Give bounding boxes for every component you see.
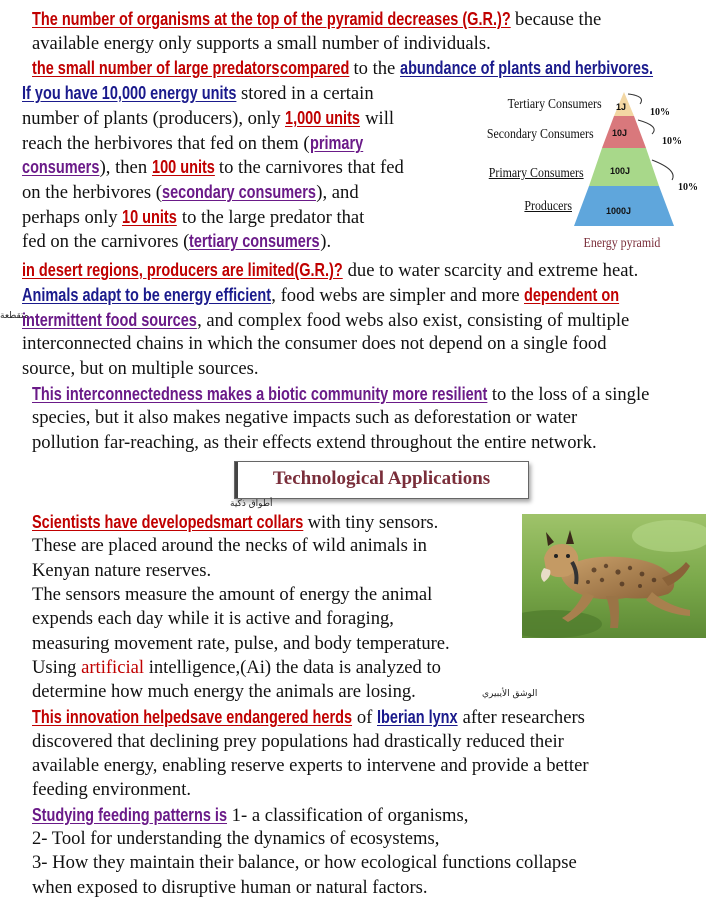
text-line: determine how much energy the animals are losing. bbox=[32, 681, 416, 702]
question-phrase: The number of organisms at the top of the pyramid decreases (G.R.)? bbox=[32, 8, 511, 29]
pyramid-label-secondary: Secondary Consumers bbox=[487, 127, 594, 142]
text-line: interconnected chains in which the consumer does not depend on a single food bbox=[22, 333, 607, 354]
text-line: Scientists have developedsmart collars with tiny sensors. bbox=[32, 511, 439, 533]
lynx-illustration bbox=[522, 514, 706, 638]
text-line: Studying feeding patterns is 1- a classification of organisms, bbox=[32, 804, 469, 826]
text-line: discovered that declining prey populations had drastically reduced their bbox=[32, 731, 564, 752]
pyramid-value: 10J bbox=[612, 128, 628, 138]
text-line: reach the herbivores that fed on them (primary bbox=[22, 132, 363, 154]
text-line: intermittent food sources, and complex food webs also exist, consisting of multiple bbox=[22, 309, 630, 331]
pyramid-caption: Energy pyramid bbox=[583, 236, 660, 251]
text-line: consumers), then 100 units to the carnivores that fed bbox=[22, 156, 404, 178]
arrow-icon bbox=[638, 120, 654, 134]
text-line: the small number of large predatorscompared to the abundance of plants and herbivores. bbox=[32, 57, 654, 79]
pyramid-label-tertiary: Tertiary Consumers bbox=[507, 97, 602, 112]
arrow-icon bbox=[628, 94, 642, 104]
margin-note-arabic: الوشق الأيبيري bbox=[482, 689, 538, 699]
margin-note-arabic: متقطعة bbox=[0, 311, 29, 321]
text-line: on the herbivores (secondary consumers), and bbox=[22, 181, 359, 203]
text-line: The sensors measure the amount of energy the animal bbox=[32, 584, 433, 605]
text-line: Using artificial intelligence,(Ai) the data is analyzed to bbox=[32, 657, 441, 678]
pyramid-percent: 10% bbox=[678, 182, 698, 193]
text-line: fed on the carnivores (tertiary consumers). bbox=[22, 230, 332, 252]
text-line: This innovation helpedsave endangered herds of Iberian lynx after researchers bbox=[32, 706, 585, 728]
pyramid-percent: 10% bbox=[662, 136, 682, 147]
text-line: The number of organisms at the top of the pyramid decreases (G.R.)? because the bbox=[32, 8, 602, 30]
text-line: available energy only supports a small number of individuals. bbox=[32, 33, 491, 54]
pyramid-percent: 10% bbox=[650, 107, 670, 118]
pyramid-label-producers: Producers bbox=[524, 199, 572, 214]
text-line: measuring movement rate, pulse, and body temperature. bbox=[32, 633, 450, 654]
text-line: available energy, enabling reserve experts to intervene and provide a better bbox=[32, 755, 589, 776]
energy-pyramid-diagram bbox=[470, 88, 710, 258]
text-line: This interconnectedness makes a biotic community more resilient to the loss of a single bbox=[32, 383, 650, 405]
text-line: perhaps only 10 units to the large predator that bbox=[22, 206, 365, 228]
pyramid-label-primary: Primary Consumers bbox=[489, 166, 584, 181]
text-line: Kenyan nature reserves. bbox=[32, 560, 212, 581]
text-line: If you have 10,000 energy units stored in a certain bbox=[22, 82, 374, 104]
text-line: species, but it also makes negative impacts such as deforestation or water bbox=[32, 407, 578, 428]
text-line: 2- Tool for understanding the dynamics of ecosystems, bbox=[32, 828, 440, 849]
text-line: 3- How they maintain their balance, or how ecological functions collapse bbox=[32, 852, 577, 873]
text-line: Animals adapt to be energy efficient, food webs are simpler and more dependent on bbox=[22, 284, 620, 306]
text-line: expends each day while it is active and foraging, bbox=[32, 608, 394, 629]
pyramid-value: 1000J bbox=[606, 206, 632, 216]
text-line: source, but on multiple sources. bbox=[22, 358, 259, 379]
section-title: Technological Applications bbox=[272, 468, 491, 489]
text-line: when exposed to disruptive human or natural factors. bbox=[32, 877, 428, 898]
text-line: in desert regions, producers are limited(G.R.)? due to water scarcity and extreme heat. bbox=[22, 259, 639, 281]
text-line: number of plants (producers), only 1,000 units will bbox=[22, 107, 395, 129]
section-heading-box bbox=[234, 461, 529, 499]
text-line: feeding environment. bbox=[32, 779, 192, 800]
text-line: pollution far-reaching, as their effects extend throughout the entire network. bbox=[32, 432, 597, 453]
pyramid-value: 100J bbox=[610, 166, 631, 176]
pyramid-value: 1J bbox=[616, 102, 627, 112]
lynx-photo bbox=[522, 514, 706, 638]
text-line: These are placed around the necks of wild animals in bbox=[32, 535, 427, 556]
margin-note-arabic: أطواق ذكية bbox=[230, 499, 273, 509]
